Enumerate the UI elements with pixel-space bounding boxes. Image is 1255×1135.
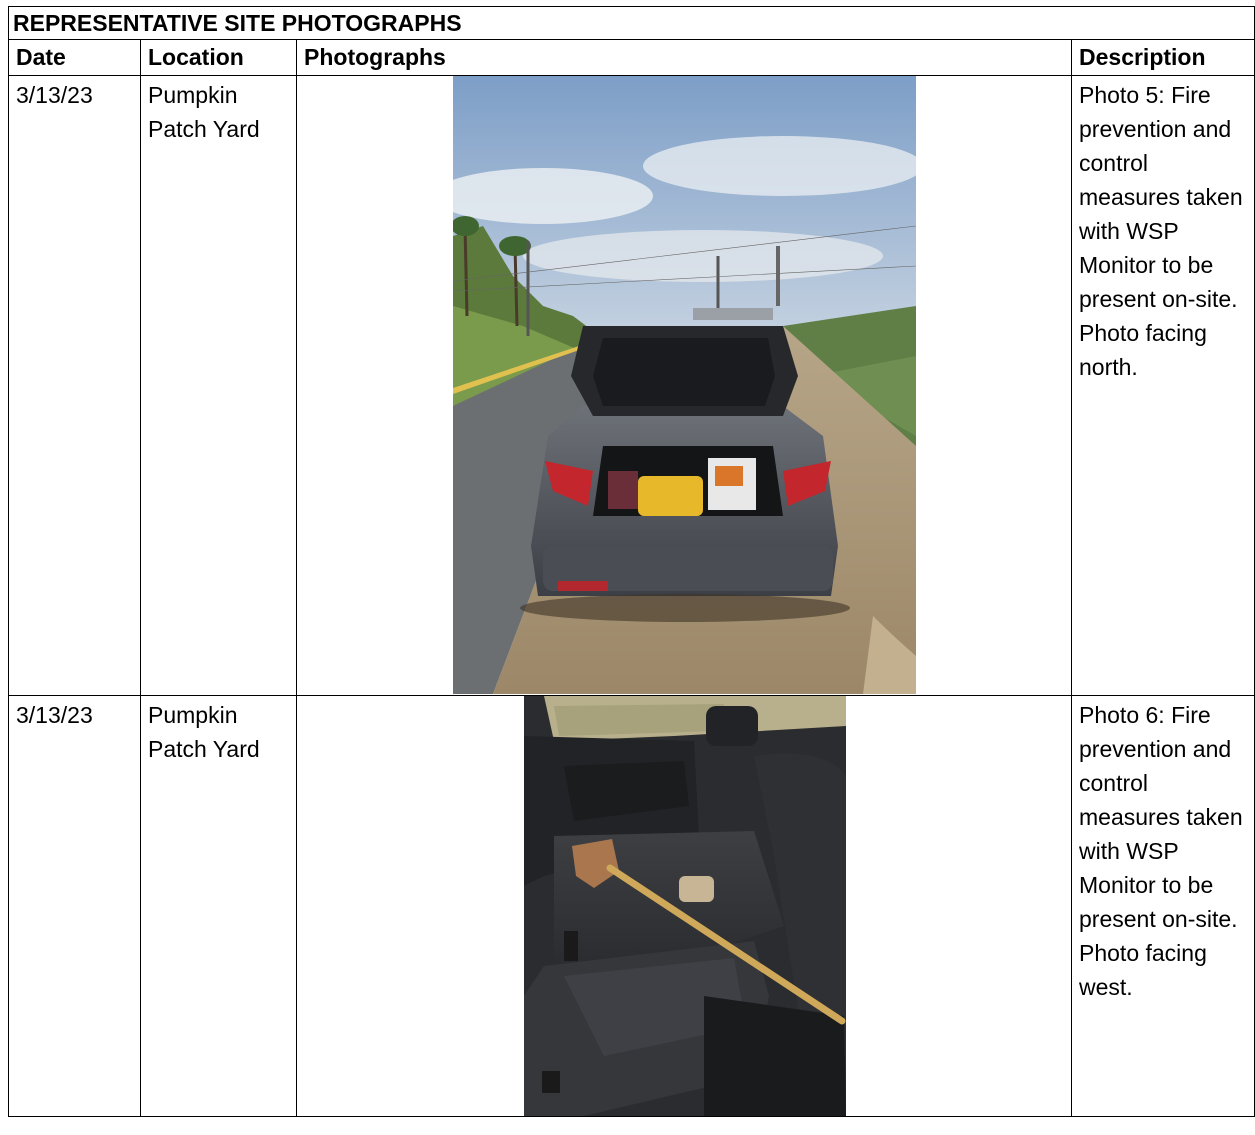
header-location: Location [141,40,297,76]
header-photographs: Photographs [297,40,1072,76]
row-date: 3/13/23 [9,76,141,696]
header-date: Date [9,40,141,76]
site-photographs-table [8,6,1255,1117]
header-description: Description [1072,40,1255,76]
car-trunk-photo [453,76,916,694]
car-back-seat-photo [524,696,846,1116]
row-location: Pumpkin Patch Yard [141,76,297,696]
table-row [9,696,1255,1117]
table-title: REPRESENTATIVE SITE PHOTOGRAPHS [9,7,1255,40]
table-row [9,76,1255,696]
photo-cell [297,696,1072,1117]
row-location: Pumpkin Patch Yard [141,696,297,1117]
row-date: 3/13/23 [9,696,141,1117]
row-description: Photo 6: Fire prevention and control measures taken with WSP Monitor to be present on-site. Photo facing west. [1072,696,1255,1117]
photo-cell [297,76,1072,696]
row-description: Photo 5: Fire prevention and control measures taken with WSP Monitor to be present on-site. Photo facing north. [1072,76,1255,696]
